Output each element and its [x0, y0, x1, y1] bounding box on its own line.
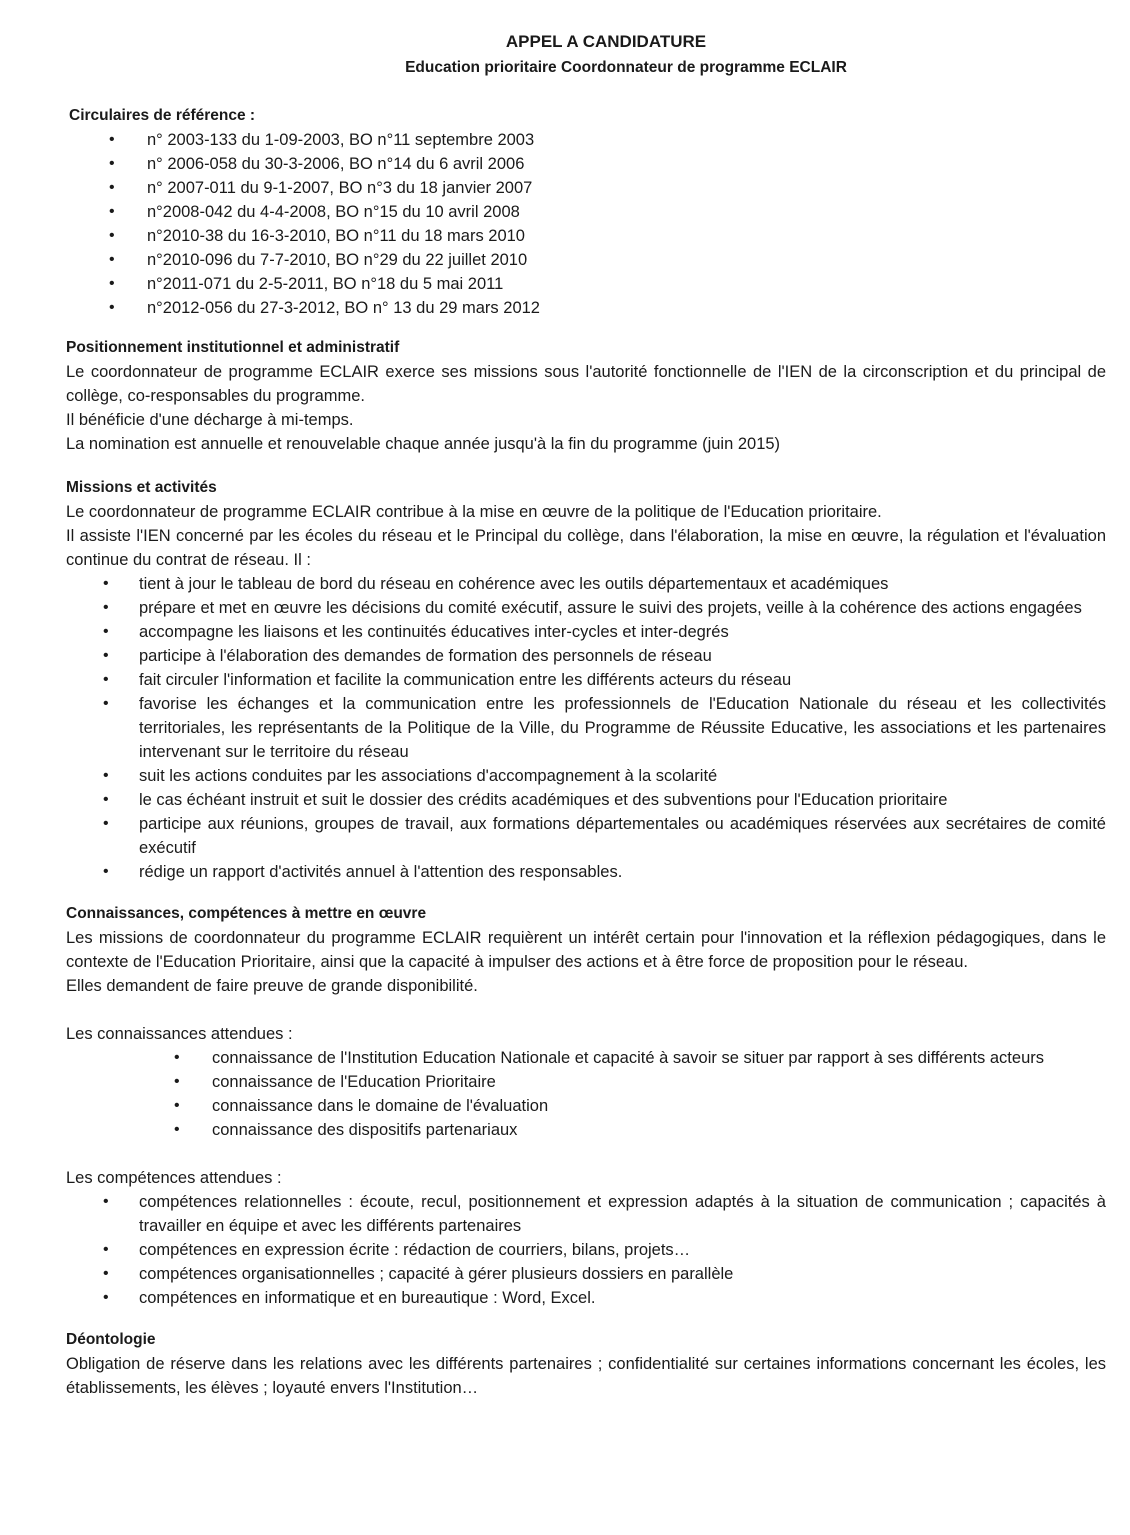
- bullet-icon: •: [103, 815, 109, 832]
- bullet-icon: •: [109, 203, 115, 220]
- list-item: [66, 1286, 1106, 1310]
- section-heading-missions: Missions et activités: [66, 479, 217, 496]
- paragraph: Les missions de coordonnateur du programme ECLAIR requièrent un intérêt certain pour l'innovation et la réflexion pédagogiques, dans le contexte de l'Education Prioritaire, ainsi que la capacité à impulser des actions et à être force de proposition pour le réseau.: [66, 929, 1106, 971]
- list-item-text: compétences en expression écrite : rédaction de courriers, bilans, projets…: [139, 1241, 691, 1259]
- section-missions: [66, 476, 1106, 884]
- section-heading-positionnement: Positionnement institutionnel et administratif: [66, 339, 400, 356]
- list-item-text: n° 2006-058 du 30-3-2006, BO n°14 du 6 avril 2006: [147, 155, 525, 173]
- circulaires-list: [69, 128, 1106, 320]
- list-item-text: n°2008-042 du 4-4-2008, BO n°15 du 10 avril 2008: [147, 203, 520, 221]
- list-item: [66, 572, 1106, 596]
- list-item-text: le cas échéant instruit et suit le dossier des crédits académiques et des subventions pour l'Education prioritaire: [139, 791, 948, 809]
- bullet-icon: •: [174, 1121, 180, 1138]
- bullet-icon: •: [103, 767, 109, 784]
- list-item: [66, 644, 1106, 668]
- bullet-icon: •: [103, 671, 109, 688]
- section-positionnement: [66, 336, 1106, 456]
- list-item-text: prépare et met en œuvre les décisions du comité exécutif, assure le suivi des projets, veille à la cohérence des actions engagées: [139, 599, 1082, 617]
- list-item: [66, 596, 1106, 620]
- list-item-text: participe à l'élaboration des demandes de formation des personnels de réseau: [139, 647, 712, 665]
- section-circulaires: [66, 104, 1106, 320]
- list-item: [66, 788, 1106, 812]
- list-item: [66, 1118, 1106, 1142]
- bullet-icon: •: [174, 1049, 180, 1066]
- bullet-icon: •: [174, 1073, 180, 1090]
- bullet-icon: •: [103, 863, 109, 880]
- bullet-icon: •: [109, 155, 115, 172]
- list-item-text: suit les actions conduites par les associations d'accompagnement à la scolarité: [139, 767, 718, 785]
- list-item-text: connaissance des dispositifs partenariaux: [212, 1121, 518, 1139]
- section-connaissances-attendues: [66, 1022, 1106, 1142]
- list-item-text: tient à jour le tableau de bord du réseau en cohérence avec les outils départementaux et académiques: [139, 575, 889, 593]
- paragraph: Il bénéficie d'une décharge à mi-temps.: [66, 411, 354, 429]
- list-item-text: n°2010-38 du 16-3-2010, BO n°11 du 18 mars 2010: [147, 227, 525, 245]
- list-item-text: n°2012-056 du 27-3-2012, BO n° 13 du 29 mars 2012: [147, 299, 540, 317]
- list-item-text: connaissance dans le domaine de l'évaluation: [212, 1097, 549, 1115]
- list-item: [69, 272, 1106, 296]
- list-item: [66, 692, 1106, 764]
- paragraph: Le coordonnateur de programme ECLAIR exerce ses missions sous l'autorité fonctionnelle de l'IEN de la circonscription et du principal de collège, co-responsables du programme.: [66, 363, 1106, 405]
- list-item-text: connaissance de l'Institution Education Nationale et capacité à savoir se situer par rapport à ses différents acteurs: [212, 1049, 1044, 1067]
- section-heading-circulaires: Circulaires de référence :: [69, 107, 256, 124]
- paragraph: Il assiste l'IEN concerné par les écoles du réseau et le Principal du collège, dans l'élaboration, la mise en œuvre, la régulation et l'évaluation continue du contrat de réseau. Il :: [66, 527, 1106, 569]
- list-item-text: fait circuler l'information et facilite la communication entre les différents acteurs du réseau: [139, 671, 792, 689]
- list-item: [66, 1262, 1106, 1286]
- list-item-text: n°2011-071 du 2-5-2011, BO n°18 du 5 mai 2011: [147, 275, 504, 293]
- list-item-text: compétences relationnelles : écoute, recul, positionnement et expression adaptés à la situation de communication ; capacités à travailler en équipe et avec les différents partenaires: [139, 1193, 1106, 1235]
- list-item: [66, 1094, 1106, 1118]
- bullet-icon: •: [174, 1097, 180, 1114]
- paragraph: La nomination est annuelle et renouvelable chaque année jusqu'à la fin du programme (juin 2015): [66, 435, 781, 453]
- list-item-text: rédige un rapport d'activités annuel à l'attention des responsables.: [139, 863, 623, 881]
- list-item: [69, 248, 1106, 272]
- competences-label: Les compétences attendues :: [66, 1169, 282, 1187]
- list-item: [66, 620, 1106, 644]
- list-item-text: compétences organisationnelles ; capacité à gérer plusieurs dossiers en parallèle: [139, 1265, 734, 1283]
- missions-list: [66, 572, 1106, 884]
- list-item-text: n°2010-096 du 7-7-2010, BO n°29 du 22 juillet 2010: [147, 251, 528, 269]
- list-item: [69, 152, 1106, 176]
- list-item: [66, 1046, 1106, 1070]
- bullet-icon: •: [103, 623, 109, 640]
- list-item: [69, 200, 1106, 224]
- list-item: [66, 1190, 1106, 1238]
- paragraph: Obligation de réserve dans les relations avec les différents partenaires ; confidentialité sur certaines informations concernant les écoles, les établissements, les élèves ; loyauté envers l'Institution…: [66, 1355, 1106, 1397]
- section-heading-connaissances-competences: Connaissances, compétences à mettre en œuvre: [66, 905, 427, 922]
- list-item: [66, 1070, 1106, 1094]
- bullet-icon: •: [109, 131, 115, 148]
- list-item: [66, 860, 1106, 884]
- bullet-icon: •: [103, 1289, 109, 1306]
- bullet-icon: •: [103, 791, 109, 808]
- paragraph: Le coordonnateur de programme ECLAIR contribue à la mise en œuvre de la politique de l'Education prioritaire.: [66, 503, 882, 521]
- page-subtitle: Education prioritaire Coordonnateur de programme ECLAIR: [405, 59, 847, 76]
- list-item: [66, 668, 1106, 692]
- section-connaissances-competences: [66, 902, 1106, 998]
- list-item: [66, 1238, 1106, 1262]
- list-item: [69, 128, 1106, 152]
- bullet-icon: •: [103, 599, 109, 616]
- list-item: [69, 176, 1106, 200]
- list-item-text: accompagne les liaisons et les continuités éducatives inter-cycles et inter-degrés: [139, 623, 729, 641]
- bullet-icon: •: [103, 647, 109, 664]
- bullet-icon: •: [109, 227, 115, 244]
- list-item-text: n° 2007-011 du 9-1-2007, BO n°3 du 18 janvier 2007: [147, 179, 533, 197]
- section-deontologie: [66, 1328, 1106, 1400]
- list-item: [69, 296, 1106, 320]
- list-item: [66, 764, 1106, 788]
- bullet-icon: •: [109, 275, 115, 292]
- list-item-text: n° 2003-133 du 1-09-2003, BO n°11 septembre 2003: [147, 131, 535, 149]
- list-item: [66, 812, 1106, 860]
- bullet-icon: •: [103, 695, 109, 712]
- list-item-text: compétences en informatique et en bureautique : Word, Excel.: [139, 1289, 596, 1307]
- bullet-icon: •: [103, 1193, 109, 1210]
- bullet-icon: •: [103, 1241, 109, 1258]
- bullet-icon: •: [109, 251, 115, 268]
- list-item: [69, 224, 1106, 248]
- bullet-icon: •: [103, 1265, 109, 1282]
- list-item-text: favorise les échanges et la communication entre les professionnels de l'Education Nationale du réseau et les collectivités territoriales, les représentants de la Politique de la Ville, du Programme de Réussite Educative, les associations et les partenaires intervenant sur le territoire du réseau: [139, 695, 1106, 761]
- section-heading-deontologie: Déontologie: [66, 1331, 156, 1348]
- paragraph: Elles demandent de faire preuve de grande disponibilité.: [66, 977, 478, 995]
- connaissances-label: Les connaissances attendues :: [66, 1025, 293, 1043]
- section-competences-attendues: [66, 1166, 1106, 1310]
- bullet-icon: •: [109, 179, 115, 196]
- page-title: APPEL A CANDIDATURE: [505, 32, 707, 51]
- connaissances-list: [66, 1046, 1106, 1142]
- list-item-text: participe aux réunions, groupes de travail, aux formations départementales ou académiques réservées aux secrétaires de comité exécutif: [139, 815, 1106, 857]
- competences-list: [66, 1190, 1106, 1310]
- list-item-text: connaissance de l'Education Prioritaire: [212, 1073, 496, 1091]
- bullet-icon: •: [109, 299, 115, 316]
- bullet-icon: •: [103, 575, 109, 592]
